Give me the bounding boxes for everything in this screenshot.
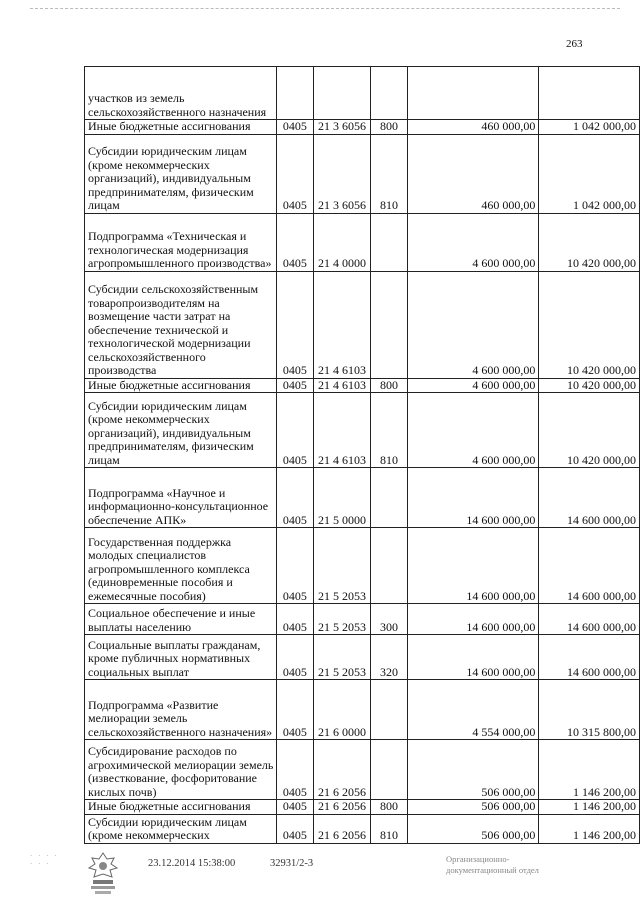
row-sum-2016-cell: 14 600 000,00 (539, 604, 640, 635)
row-type-cell: 810 (371, 134, 407, 213)
scan-top-line (30, 8, 620, 9)
row-type-cell (371, 67, 407, 120)
row-target-cell: 21 4 6103 (313, 378, 371, 393)
row-name-cell: Субсидии юридическим лицам (кроме некоммерческих (85, 814, 277, 843)
row-name-cell: Подпрограмма «Научное и информационно-консультационное обеспечение АПК» (85, 468, 277, 528)
row-sum-2015-cell: 506 000,00 (407, 800, 539, 815)
row-type-cell (371, 213, 407, 271)
row-sum-2015-cell: 460 000,00 (407, 134, 539, 213)
scan-margin-marks: · · · · · · · (30, 852, 59, 868)
table-row (85, 120, 640, 135)
row-sum-2016-cell: 10 420 000,00 (539, 393, 640, 468)
row-name-cell: Социальные выплаты гражданам, кроме публичных нормативных социальных выплат (85, 635, 277, 680)
row-sum-2015-cell (407, 67, 539, 120)
table-row (85, 814, 640, 843)
row-code-cell: 0405 (277, 393, 314, 468)
row-target-cell: 21 5 2053 (313, 604, 371, 635)
government-seal-icon (84, 850, 122, 896)
row-type-cell (371, 740, 407, 800)
row-name-cell: Иные бюджетные ассигнования (85, 800, 277, 815)
row-target-cell: 21 3 6056 (313, 120, 371, 135)
row-type-cell (371, 468, 407, 528)
row-target-cell: 21 6 2056 (313, 740, 371, 800)
row-target-cell: 21 6 0000 (313, 680, 371, 740)
row-name-cell: Субсидии юридическим лицам (кроме некоммерческих организаций), индивидуальным предпринимателям, физическим лицам (85, 134, 277, 213)
table-row (85, 740, 640, 800)
row-code-cell: 0405 (277, 213, 314, 271)
row-name-cell: Иные бюджетные ассигнования (85, 120, 277, 135)
table-row (85, 604, 640, 635)
row-sum-2015-cell: 4 600 000,00 (407, 378, 539, 393)
row-sum-2016-cell: 14 600 000,00 (539, 468, 640, 528)
table-row (85, 468, 640, 528)
row-sum-2015-cell: 14 600 000,00 (407, 528, 539, 604)
row-target-cell: 21 6 2056 (313, 814, 371, 843)
row-type-cell: 800 (371, 120, 407, 135)
table-row (85, 680, 640, 740)
table-row (85, 528, 640, 604)
row-type-cell: 800 (371, 800, 407, 815)
row-code-cell: 0405 (277, 271, 314, 378)
row-sum-2016-cell: 1 042 000,00 (539, 120, 640, 135)
row-type-cell: 320 (371, 635, 407, 680)
page-footer (0, 848, 640, 905)
table-row (85, 378, 640, 393)
row-name-cell: Подпрограмма «Техническая и технологическая модернизация агропромышленного производства» (85, 213, 277, 271)
row-sum-2015-cell: 14 600 000,00 (407, 468, 539, 528)
row-name-cell: участков из земель сельскохозяйственного назначения (85, 67, 277, 120)
row-target-cell: 21 4 6103 (313, 271, 371, 378)
row-type-cell: 800 (371, 378, 407, 393)
row-code-cell: 0405 (277, 800, 314, 815)
row-name-cell: Субсидии сельскохозяйственным товаропроизводителям на возмещение части затрат на обеспечение технической и технологической модернизации сельскохозяйственного производства (85, 271, 277, 378)
row-code-cell: 0405 (277, 120, 314, 135)
row-code-cell: 0405 (277, 680, 314, 740)
row-sum-2015-cell: 506 000,00 (407, 814, 539, 843)
row-type-cell (371, 528, 407, 604)
row-sum-2016-cell: 1 146 200,00 (539, 800, 640, 815)
row-target-cell: 21 5 2053 (313, 528, 371, 604)
table-row (85, 271, 640, 378)
row-target-cell: 21 5 2053 (313, 635, 371, 680)
row-sum-2016-cell: 1 042 000,00 (539, 134, 640, 213)
row-sum-2016-cell (539, 67, 640, 120)
row-sum-2016-cell: 10 420 000,00 (539, 271, 640, 378)
row-sum-2016-cell: 10 420 000,00 (539, 213, 640, 271)
row-code-cell: 0405 (277, 528, 314, 604)
budget-table (84, 66, 640, 844)
row-sum-2015-cell: 4 600 000,00 (407, 271, 539, 378)
row-name-cell: Социальное обеспечение и иные выплаты населению (85, 604, 277, 635)
row-name-cell: Субсидии юридическим лицам (кроме некоммерческих организаций), индивидуальным предпринимателям, физическим лицам (85, 393, 277, 468)
row-target-cell: 21 4 6103 (313, 393, 371, 468)
row-target-cell: 21 5 0000 (313, 468, 371, 528)
table-row (85, 393, 640, 468)
row-target-cell (313, 67, 371, 120)
row-code-cell: 0405 (277, 604, 314, 635)
table-row (85, 800, 640, 815)
row-type-cell (371, 680, 407, 740)
row-target-cell: 21 4 0000 (313, 213, 371, 271)
row-code-cell: 0405 (277, 468, 314, 528)
table-row (85, 213, 640, 271)
row-target-cell: 21 6 2056 (313, 800, 371, 815)
row-name-cell: Иные бюджетные ассигнования (85, 378, 277, 393)
row-sum-2016-cell: 14 600 000,00 (539, 635, 640, 680)
row-sum-2015-cell: 460 000,00 (407, 120, 539, 135)
row-sum-2015-cell: 4 600 000,00 (407, 393, 539, 468)
table-row (85, 635, 640, 680)
row-code-cell: 0405 (277, 635, 314, 680)
table-row (85, 67, 640, 120)
row-type-cell: 300 (371, 604, 407, 635)
table-row (85, 134, 640, 213)
row-sum-2016-cell: 10 420 000,00 (539, 378, 640, 393)
row-sum-2016-cell: 14 600 000,00 (539, 528, 640, 604)
row-sum-2015-cell: 14 600 000,00 (407, 604, 539, 635)
row-sum-2015-cell: 506 000,00 (407, 740, 539, 800)
row-code-cell: 0405 (277, 134, 314, 213)
row-sum-2016-cell: 10 315 800,00 (539, 680, 640, 740)
row-code-cell: 0405 (277, 814, 314, 843)
row-sum-2015-cell: 4 554 000,00 (407, 680, 539, 740)
page-number: 263 (566, 38, 583, 50)
row-name-cell: Субсидирование расходов по агрохимической мелиорации земель (известкование, фосфоритование кислых почв) (85, 740, 277, 800)
row-type-cell: 810 (371, 393, 407, 468)
row-code-cell (277, 67, 314, 120)
row-code-cell: 0405 (277, 378, 314, 393)
row-name-cell: Подпрограмма «Развитие мелиорации земель сельскохозяйственного назначения» (85, 680, 277, 740)
row-sum-2016-cell: 1 146 200,00 (539, 740, 640, 800)
row-type-cell: 810 (371, 814, 407, 843)
row-sum-2015-cell: 4 600 000,00 (407, 213, 539, 271)
row-code-cell: 0405 (277, 740, 314, 800)
row-name-cell: Государственная поддержка молодых специалистов агропромышленного комплекса (единовременные пособия и ежемесячные пособия) (85, 528, 277, 604)
row-target-cell: 21 3 6056 (313, 134, 371, 213)
footer-doc-number: 32931/2-3 (270, 858, 314, 869)
row-type-cell (371, 271, 407, 378)
row-sum-2015-cell: 14 600 000,00 (407, 635, 539, 680)
footer-department-note: Организационно-документационный отдел (446, 854, 539, 875)
row-sum-2016-cell: 1 146 200,00 (539, 814, 640, 843)
footer-timestamp: 23.12.2014 15:38:00 (148, 858, 236, 869)
